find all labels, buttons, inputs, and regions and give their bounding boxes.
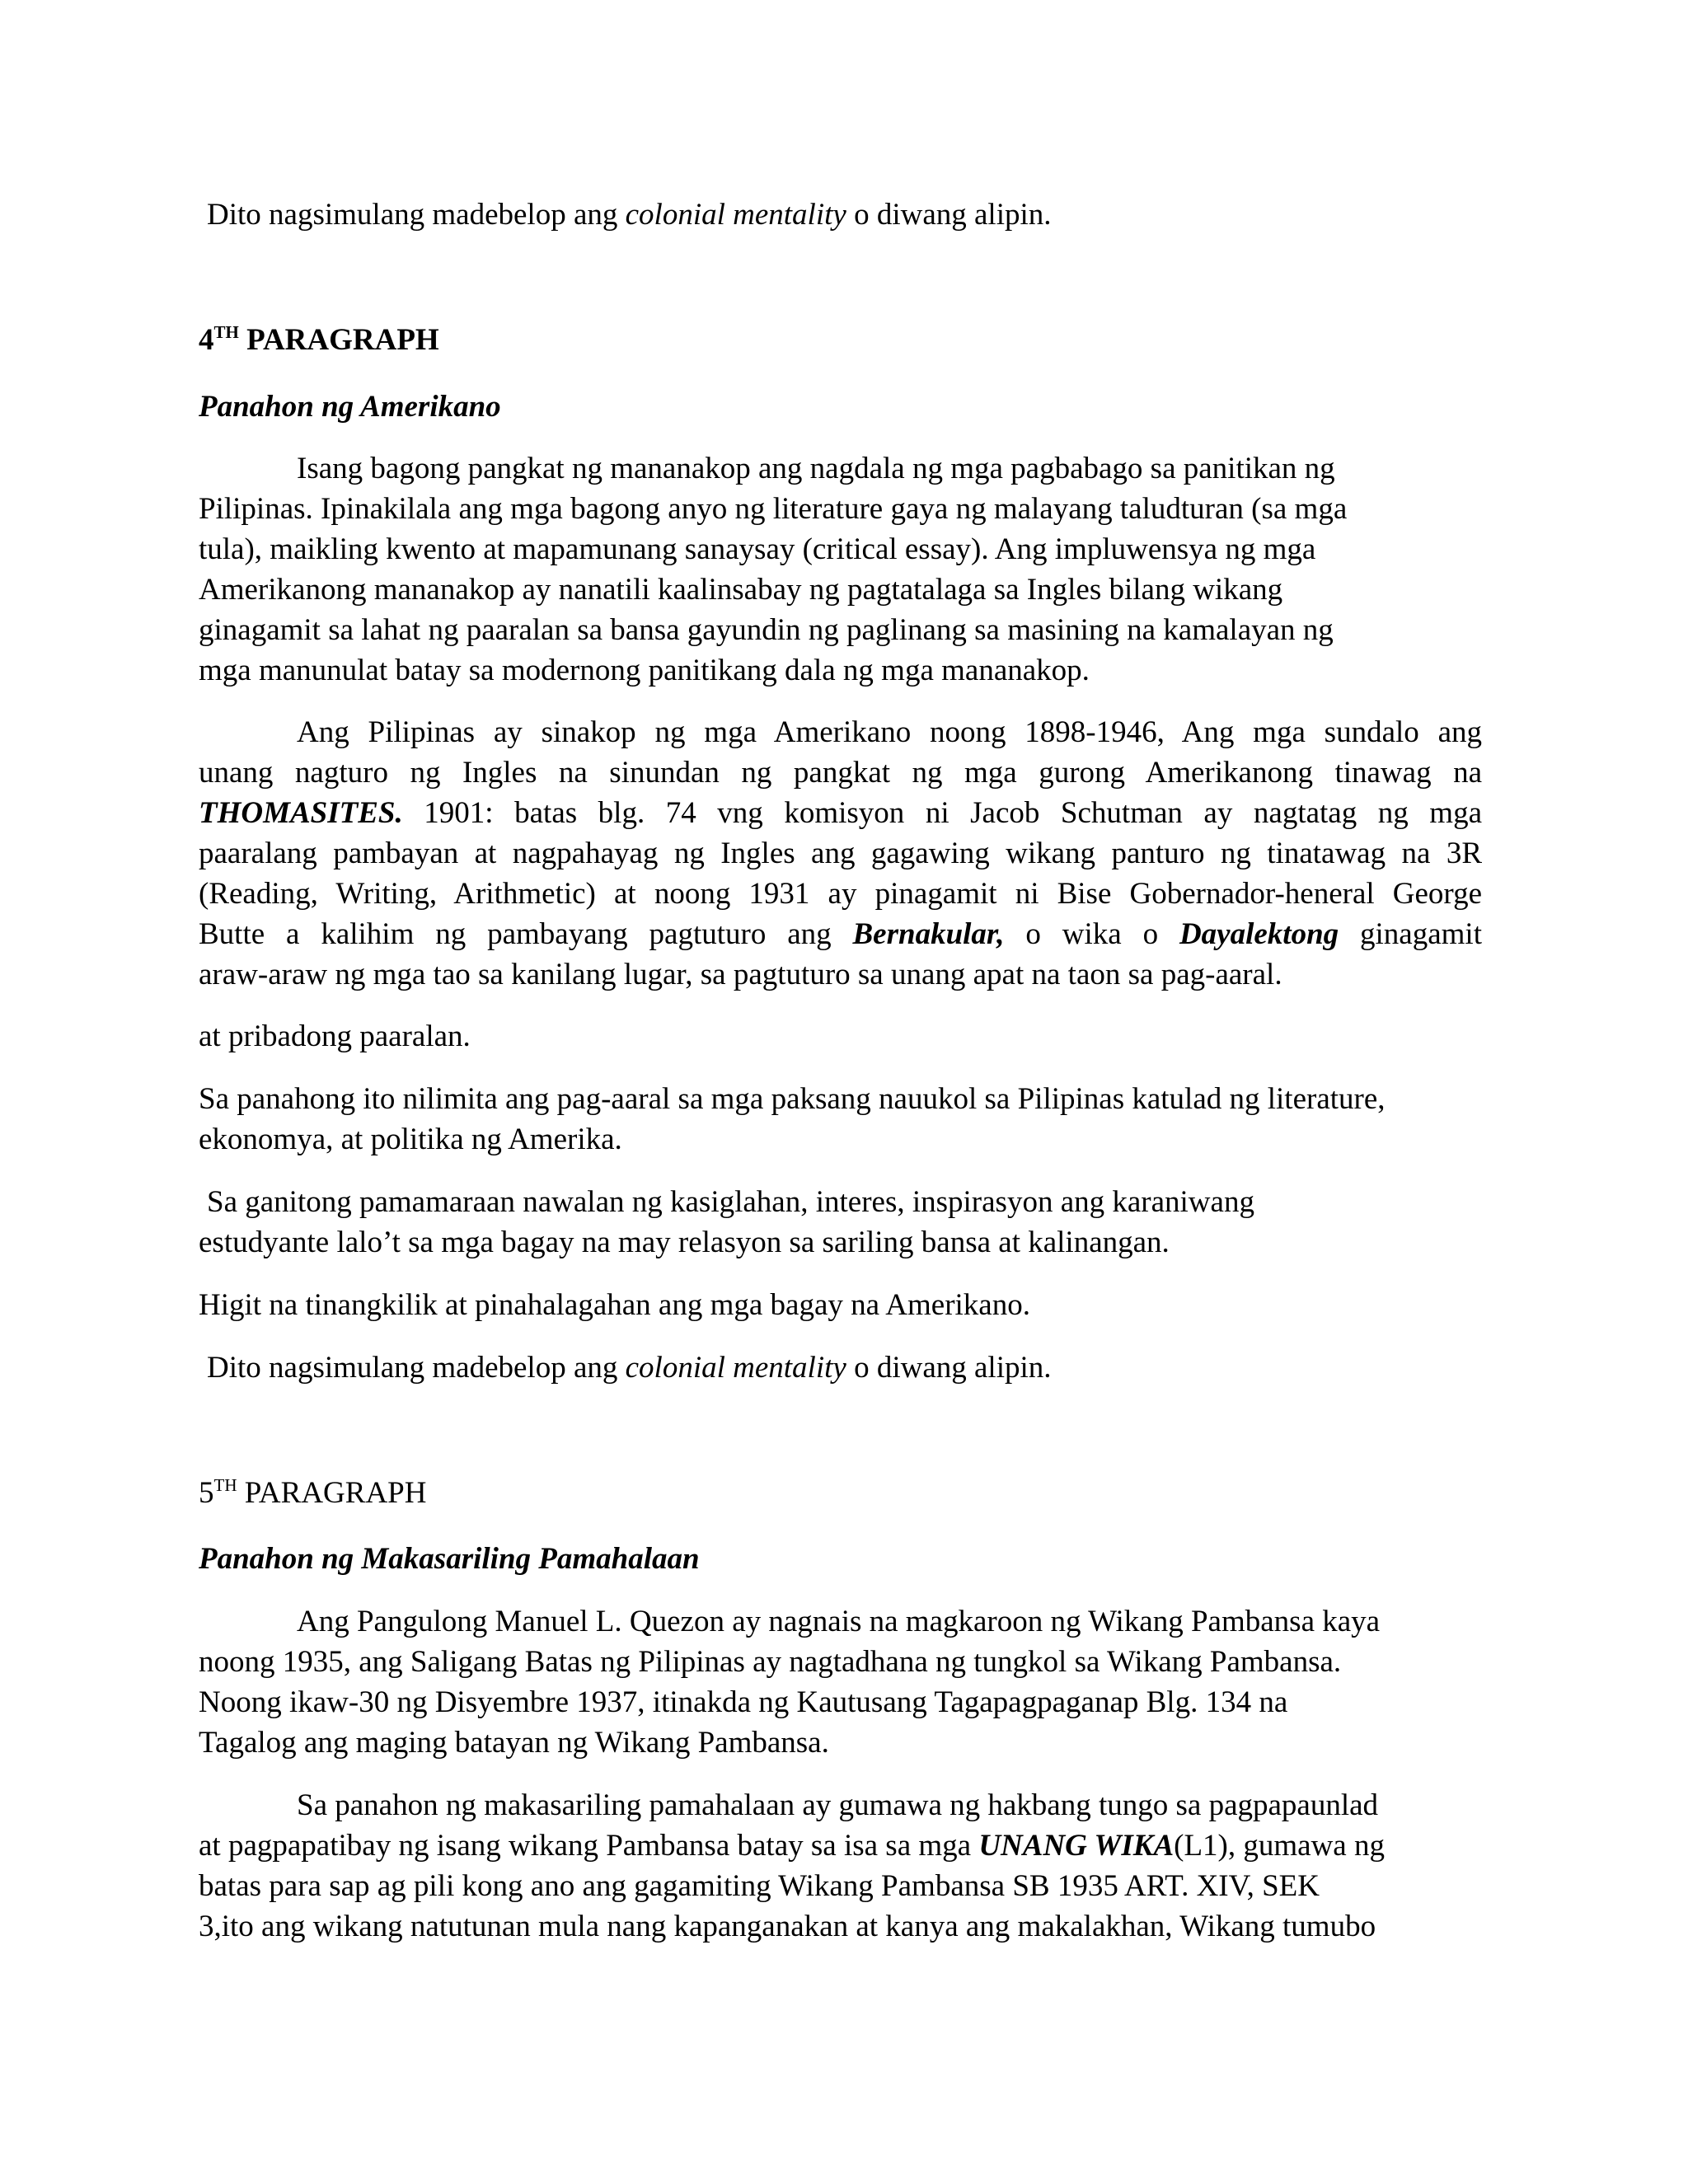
section-5-p2-line	[199, 1826, 1385, 1866]
section-5-p1-line: Tagalog ang maging batayan ng Wikang Pambansa.	[199, 1726, 829, 1760]
section-5-p1-line: Ang Pangulong Manuel L. Quezon ay nagnais na magkaroon ng Wikang Pambansa kaya	[297, 1605, 1381, 1638]
section-4-p2-line: paaralang pambayan at nagpahayag ng Ingles ang gagawing wikang panturo ng tinatawag na 3R	[199, 837, 1482, 870]
section-5-p2-text: at pagpapatibay ng isang wikang Pambansa batay sa isa sa mga	[199, 1829, 979, 1863]
section-5-subheading: Panahon ng Makasariling Pamahalaan	[199, 1542, 700, 1576]
section-5-p1-line: noong 1935, ang Saligang Batas ng Pilipinas ay nagtadhana ng tungkol sa Wikang Pambansa.	[199, 1645, 1342, 1679]
section-4-heading-sup: TH	[213, 322, 239, 342]
section-4-p7	[207, 1348, 1052, 1388]
intro-text-italic: colonial mentality	[625, 198, 846, 232]
section-4-p5-line: estudyante lalo’t sa mga bagay na may relasyon sa sariling bansa at kalinangan.	[199, 1226, 1170, 1259]
intro-paragraph	[207, 195, 1052, 235]
section-4-p7-italic: colonial mentality	[625, 1351, 846, 1385]
section-4-heading	[199, 321, 439, 360]
section-4-p1-line: tula), maikling kwento at mapamunang sanaysay (critical essay). Ang impluwensya ng mga	[199, 532, 1316, 566]
intro-text-after: o diwang alipin.	[846, 198, 1052, 232]
unang-wika-term: UNANG WIKA	[978, 1829, 1175, 1863]
section-5-p2-line: 3,ito ang wikang natutunan mula nang kapanganakan at kanya ang makalakhan, Wikang tumubo	[199, 1910, 1376, 1943]
section-4-p1-line: Isang bagong pangkat ng mananakop ang nagdala ng mga pagbabago sa panitikan ng	[297, 452, 1335, 485]
section-4-p4-line: ekonomya, at politika ng Amerika.	[199, 1122, 622, 1156]
section-4-p2-text: 1901: batas blg. 74 vng komisyon ni Jacob Schutman ay nagtatag ng mga	[402, 796, 1482, 830]
section-4-p2-line: araw-araw ng mga tao sa kanilang lugar, sa pagtuturo sa unang apat na taon sa pag-aaral.	[199, 958, 1282, 991]
section-4-p2-line	[199, 794, 1482, 833]
section-4-subheading: Panahon ng Amerikano	[199, 390, 501, 424]
section-5-p2-line: batas para sap ag pili kong ano ang gagamiting Wikang Pambansa SB 1935 ART. XIV, SEK	[199, 1869, 1320, 1903]
section-4-p1-line: ginagamit sa lahat ng paaralan sa bansa gayundin ng paglinang sa masining na kamalayan ng	[199, 613, 1334, 647]
section-5-p2-text: (L1), gumawa ng	[1174, 1829, 1385, 1863]
section-4-p2-text: ginagamit	[1339, 917, 1482, 951]
section-4-p5-line: Sa ganitong pamamaraan nawalan ng kasiglahan, interes, inspirasyon ang karaniwang	[207, 1185, 1254, 1219]
section-4-p7-before: Dito nagsimulang madebelop ang	[207, 1351, 626, 1385]
section-4-p4-line: Sa panahong ito nilimita ang pag-aaral sa mga paksang nauukol sa Pilipinas katulad ng literature,	[199, 1082, 1386, 1116]
section-5-heading-sup: TH	[213, 1475, 237, 1495]
section-5-p2-line: Sa panahon ng makasariling pamahalaan ay gumawa ng hakbang tungo sa pagpapaunlad	[297, 1788, 1379, 1822]
dayalektong-term: Dayalektong	[1179, 917, 1339, 951]
section-4-p2-text: Butte a kalihim ng pambayang pagtuturo ang	[199, 917, 853, 951]
section-4-p2-line	[199, 915, 1482, 954]
document-page	[199, 0, 1493, 2184]
section-4-p1-line: Amerikanong mananakop ay nanatili kaalinsabay ng pagtatalaga sa Ingles bilang wikang	[199, 573, 1283, 607]
section-5-heading-word: PARAGRAPH	[237, 1476, 427, 1510]
section-4-heading-number: 4	[199, 323, 214, 357]
intro-text-before: Dito nagsimulang madebelop ang	[207, 198, 626, 232]
section-4-p3: at pribadong paaralan.	[199, 1019, 471, 1053]
section-4-p2-text: o wika o	[1004, 917, 1179, 951]
section-4-p1-line: Pilipinas. Ipinakilala ang mga bagong anyo ng literature gaya ng malayang taludturan (sa mga	[199, 492, 1348, 526]
section-4-p6: Higit na tinangkilik at pinahalagahan ang mga bagay na Amerikano.	[199, 1288, 1030, 1322]
section-4-p7-after: o diwang alipin.	[846, 1351, 1052, 1385]
section-5-p1-line: Noong ikaw-30 ng Disyembre 1937, itinakda ng Kautusang Tagapagpaganap Blg. 134 na	[199, 1685, 1288, 1719]
thomasites-term: THOMASITES.	[199, 796, 403, 830]
section-4-p2-line: unang nagturo ng Ingles na sinundan ng pangkat ng mga gurong Amerikanong tinawag na	[199, 756, 1482, 790]
section-4-heading-word: PARAGRAPH	[238, 323, 439, 357]
bernakular-term: Bernakular,	[852, 917, 1005, 951]
section-5-heading-number: 5	[199, 1476, 214, 1510]
section-4-p2-line: (Reading, Writing, Arithmetic) at noong 1931 ay pinagamit ni Bise Gobernador-heneral George	[199, 877, 1482, 911]
section-4-p1-line: mga manunulat batay sa modernong panitikang dala ng mga mananakop.	[199, 654, 1090, 687]
section-4-p2-line: Ang Pilipinas ay sinakop ng mga Amerikano noong 1898-1946, Ang mga sundalo ang	[297, 715, 1482, 749]
section-5-heading	[199, 1474, 426, 1513]
